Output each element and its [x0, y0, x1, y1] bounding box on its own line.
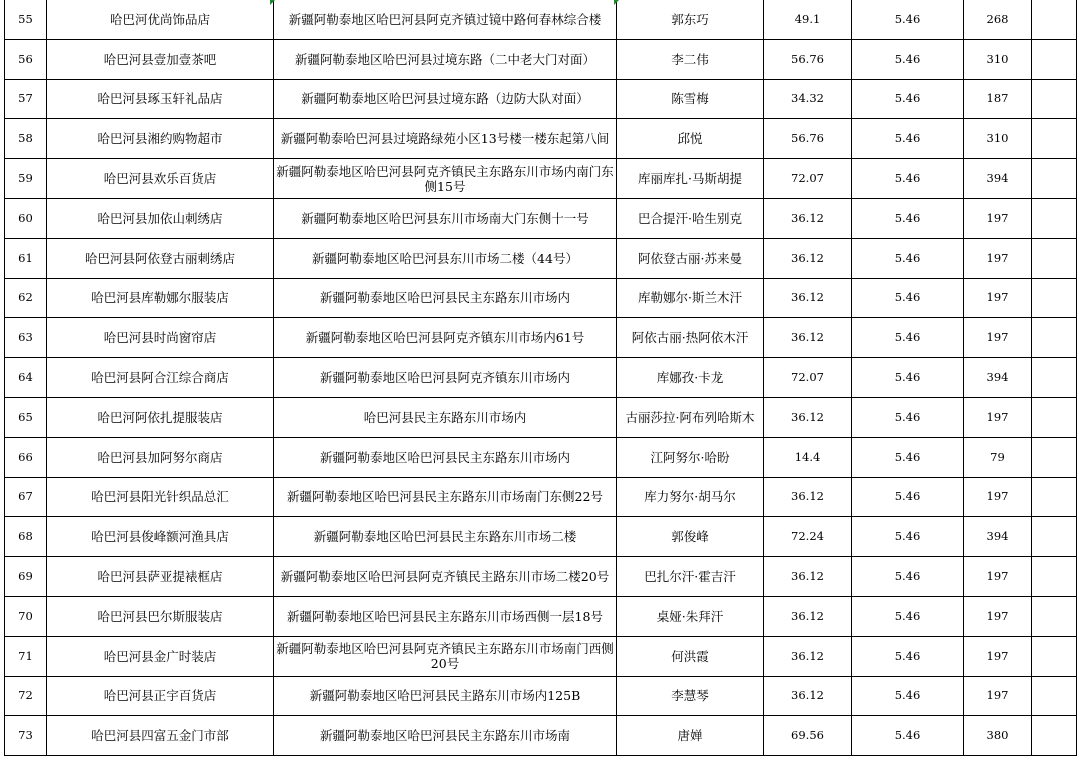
cell-area: 36.12: [764, 596, 852, 636]
cell-shop-name: 哈巴河县四富五金门市部: [47, 716, 274, 756]
cell-no: 67: [5, 477, 47, 517]
cell-comment-marker: [614, 0, 619, 5]
cell-extra: [1032, 397, 1077, 437]
cell-rate: 5.46: [852, 676, 964, 716]
cell-shop-name: 哈巴河县湘约购物超市: [47, 119, 274, 159]
cell-shop-name: 哈巴河县加依山刺绣店: [47, 198, 274, 238]
cell-extra: [1032, 39, 1077, 79]
cell-extra: [1032, 636, 1077, 676]
cell-extra: [1032, 0, 1077, 39]
cell-rate: 5.46: [852, 636, 964, 676]
table-row: [5, 238, 1077, 278]
cell-address: 新疆阿勒泰地区哈巴河县民主路东川市场内125B: [274, 676, 617, 716]
table-row: [5, 437, 1077, 477]
cell-amount: 197: [964, 238, 1032, 278]
cell-extra: [1032, 79, 1077, 119]
cell-area: 36.12: [764, 397, 852, 437]
cell-owner: 库勒娜尔·斯兰木汗: [617, 278, 764, 318]
cell-area: 36.12: [764, 238, 852, 278]
cell-amount: 197: [964, 397, 1032, 437]
cell-area: 49.1: [764, 0, 852, 39]
cell-no: 62: [5, 278, 47, 318]
cell-amount: 79: [964, 437, 1032, 477]
cell-no: 55: [5, 0, 47, 39]
cell-shop-name: 哈巴河阿依扎提服装店: [47, 397, 274, 437]
cell-area: 72.24: [764, 517, 852, 557]
cell-amount: 197: [964, 636, 1032, 676]
cell-rate: 5.46: [852, 477, 964, 517]
cell-amount: 394: [964, 358, 1032, 398]
cell-amount: 310: [964, 119, 1032, 159]
cell-shop-name: 哈巴河县时尚窗帘店: [47, 318, 274, 358]
cell-owner: 陈雪梅: [617, 79, 764, 119]
cell-owner: 阿依登古丽·苏来曼: [617, 238, 764, 278]
cell-address: 新疆阿勒泰地区哈巴河县阿克齐镇东川市场内61号: [274, 318, 617, 358]
table-row: [5, 358, 1077, 398]
cell-amount: 197: [964, 318, 1032, 358]
cell-shop-name: 哈巴河县壹加壹茶吧: [47, 39, 274, 79]
cell-no: 69: [5, 557, 47, 597]
cell-rate: 5.46: [852, 238, 964, 278]
cell-no: 68: [5, 517, 47, 557]
cell-comment-marker: [270, 0, 275, 5]
table-row: [5, 198, 1077, 238]
cell-extra: [1032, 716, 1077, 756]
cell-no: 66: [5, 437, 47, 477]
cell-address: 新疆阿勒泰地区哈巴河县过境东路（二中老大门对面）: [274, 39, 617, 79]
cell-no: 63: [5, 318, 47, 358]
cell-area: 69.56: [764, 716, 852, 756]
cell-rate: 5.46: [852, 318, 964, 358]
cell-owner: 古丽莎拉·阿布列哈斯木: [617, 397, 764, 437]
cell-no: 57: [5, 79, 47, 119]
cell-address: 新疆阿勒泰地区哈巴河县民主东路东川市场内: [274, 437, 617, 477]
cell-amount: 197: [964, 557, 1032, 597]
table-row: [5, 716, 1077, 756]
cell-extra: [1032, 198, 1077, 238]
cell-rate: 5.46: [852, 79, 964, 119]
cell-address: 新疆阿勒泰地区哈巴河县民主东路东川市场二楼: [274, 517, 617, 557]
cell-shop-name: 哈巴河县阳光针织品总汇: [47, 477, 274, 517]
cell-address: 新疆阿勒泰地区哈巴河县民主东路东川市场西侧一层18号: [274, 596, 617, 636]
cell-rate: 5.46: [852, 397, 964, 437]
table-row: [5, 39, 1077, 79]
cell-extra: [1032, 278, 1077, 318]
cell-shop-name: 哈巴河县巴尔斯服装店: [47, 596, 274, 636]
cell-owner: 郭俊峰: [617, 517, 764, 557]
cell-owner: 巴合提汗·哈生别克: [617, 198, 764, 238]
cell-amount: 187: [964, 79, 1032, 119]
cell-address: 新疆阿勒泰地区哈巴河县东川市场南大门东侧十一号: [274, 198, 617, 238]
cell-extra: [1032, 437, 1077, 477]
cell-amount: 197: [964, 278, 1032, 318]
cell-rate: 5.46: [852, 437, 964, 477]
cell-no: 58: [5, 119, 47, 159]
cell-area: 36.12: [764, 198, 852, 238]
table-row: [5, 318, 1077, 358]
cell-rate: 5.46: [852, 596, 964, 636]
cell-extra: [1032, 318, 1077, 358]
cell-rate: 5.46: [852, 159, 964, 199]
cell-amount: 310: [964, 39, 1032, 79]
cell-address: 新疆阿勒泰地区哈巴河县阿克齐镇东川市场内: [274, 358, 617, 398]
cell-address: 新疆阿勒泰地区哈巴河县阿克齐镇民主路东川市场二楼20号: [274, 557, 617, 597]
cell-owner: 李慧琴: [617, 676, 764, 716]
cell-shop-name: 哈巴河县金广时装店: [47, 636, 274, 676]
cell-area: 36.12: [764, 318, 852, 358]
cell-address: 新疆阿勒泰哈巴河县过境路绿苑小区13号楼一楼东起第八间: [274, 119, 617, 159]
cell-no: 73: [5, 716, 47, 756]
table-row: [5, 79, 1077, 119]
table-body: [5, 0, 1077, 756]
table-row: [5, 477, 1077, 517]
table-row: [5, 159, 1077, 199]
cell-address: 新疆阿勒泰地区哈巴河县阿克齐镇过镜中路何春林综合楼: [274, 0, 617, 39]
table-row: [5, 557, 1077, 597]
cell-extra: [1032, 358, 1077, 398]
cell-area: 36.12: [764, 477, 852, 517]
cell-no: 60: [5, 198, 47, 238]
cell-area: 36.12: [764, 676, 852, 716]
table-row: [5, 397, 1077, 437]
cell-shop-name: 哈巴河县俊峰额河渔具店: [47, 517, 274, 557]
cell-amount: 394: [964, 517, 1032, 557]
cell-area: 72.07: [764, 159, 852, 199]
cell-address: 新疆阿勒泰地区哈巴河县民主东路东川市场内: [274, 278, 617, 318]
cell-owner: 李二伟: [617, 39, 764, 79]
cell-owner: 唐婵: [617, 716, 764, 756]
cell-shop-name: 哈巴河县正宇百货店: [47, 676, 274, 716]
cell-amount: 268: [964, 0, 1032, 39]
cell-address: 新疆阿勒泰地区哈巴河县过境东路（边防大队对面）: [274, 79, 617, 119]
cell-address: 哈巴河县民主东路东川市场内: [274, 397, 617, 437]
table-row: [5, 278, 1077, 318]
cell-no: 72: [5, 676, 47, 716]
cell-owner: 邱悦: [617, 119, 764, 159]
cell-owner: 何洪霞: [617, 636, 764, 676]
cell-owner: 巴扎尔汗·霍吉汗: [617, 557, 764, 597]
cell-rate: 5.46: [852, 517, 964, 557]
cell-extra: [1032, 517, 1077, 557]
table-row: [5, 596, 1077, 636]
cell-area: 36.12: [764, 278, 852, 318]
data-table: [4, 0, 1077, 756]
cell-area: 14.4: [764, 437, 852, 477]
cell-owner: 库丽库扎·马斯胡提: [617, 159, 764, 199]
cell-no: 71: [5, 636, 47, 676]
cell-area: 72.07: [764, 358, 852, 398]
cell-owner: 库娜孜·卡龙: [617, 358, 764, 398]
cell-rate: 5.46: [852, 198, 964, 238]
cell-address: 新疆阿勒泰地区哈巴河县民主东路东川市场南门东侧22号: [274, 477, 617, 517]
cell-rate: 5.46: [852, 39, 964, 79]
cell-extra: [1032, 596, 1077, 636]
cell-extra: [1032, 557, 1077, 597]
cell-amount: 197: [964, 596, 1032, 636]
cell-no: 61: [5, 238, 47, 278]
cell-rate: 5.46: [852, 716, 964, 756]
table-row: [5, 636, 1077, 676]
cell-no: 64: [5, 358, 47, 398]
cell-area: 36.12: [764, 557, 852, 597]
table-row: [5, 119, 1077, 159]
cell-rate: 5.46: [852, 358, 964, 398]
cell-extra: [1032, 159, 1077, 199]
table-row: [5, 676, 1077, 716]
cell-amount: 197: [964, 198, 1032, 238]
cell-owner: 阿依古丽·热阿依木汗: [617, 318, 764, 358]
cell-address: 新疆阿勒泰地区哈巴河县民主东路东川市场南: [274, 716, 617, 756]
table-row: [5, 0, 1077, 39]
cell-extra: [1032, 119, 1077, 159]
cell-extra: [1032, 477, 1077, 517]
cell-rate: 5.46: [852, 0, 964, 39]
cell-amount: 394: [964, 159, 1032, 199]
cell-area: 56.76: [764, 39, 852, 79]
cell-shop-name: 哈巴河县库勒娜尔服装店: [47, 278, 274, 318]
table-row: [5, 517, 1077, 557]
cell-address: 新疆阿勒泰地区哈巴河县东川市场二楼（44号）: [274, 238, 617, 278]
cell-owner: 库力努尔·胡马尔: [617, 477, 764, 517]
cell-rate: 5.46: [852, 278, 964, 318]
cell-address: 新疆阿勒泰地区哈巴河县阿克齐镇民主东路东川市场南门西侧20号: [274, 636, 617, 676]
cell-rate: 5.46: [852, 557, 964, 597]
cell-owner: 桌娅·朱拜汗: [617, 596, 764, 636]
cell-shop-name: 哈巴河县阿依登古丽刺绣店: [47, 238, 274, 278]
cell-extra: [1032, 676, 1077, 716]
cell-rate: 5.46: [852, 119, 964, 159]
cell-no: 65: [5, 397, 47, 437]
cell-owner: 郭东巧: [617, 0, 764, 39]
cell-no: 59: [5, 159, 47, 199]
cell-amount: 197: [964, 676, 1032, 716]
cell-shop-name: 哈巴河县加阿努尔商店: [47, 437, 274, 477]
cell-owner: 江阿努尔·哈盼: [617, 437, 764, 477]
cell-shop-name: 哈巴河县萨亚提裱框店: [47, 557, 274, 597]
cell-shop-name: 哈巴河优尚饰品店: [47, 0, 274, 39]
cell-area: 34.32: [764, 79, 852, 119]
cell-area: 56.76: [764, 119, 852, 159]
cell-no: 56: [5, 39, 47, 79]
cell-shop-name: 哈巴河县欢乐百货店: [47, 159, 274, 199]
cell-amount: 197: [964, 477, 1032, 517]
cell-shop-name: 哈巴河县阿合江综合商店: [47, 358, 274, 398]
cell-shop-name: 哈巴河县琢玉轩礼品店: [47, 79, 274, 119]
cell-area: 36.12: [764, 636, 852, 676]
cell-extra: [1032, 238, 1077, 278]
cell-amount: 380: [964, 716, 1032, 756]
cell-address: 新疆阿勒泰地区哈巴河县阿克齐镇民主东路东川市场内南门东侧15号: [274, 159, 617, 199]
cell-no: 70: [5, 596, 47, 636]
